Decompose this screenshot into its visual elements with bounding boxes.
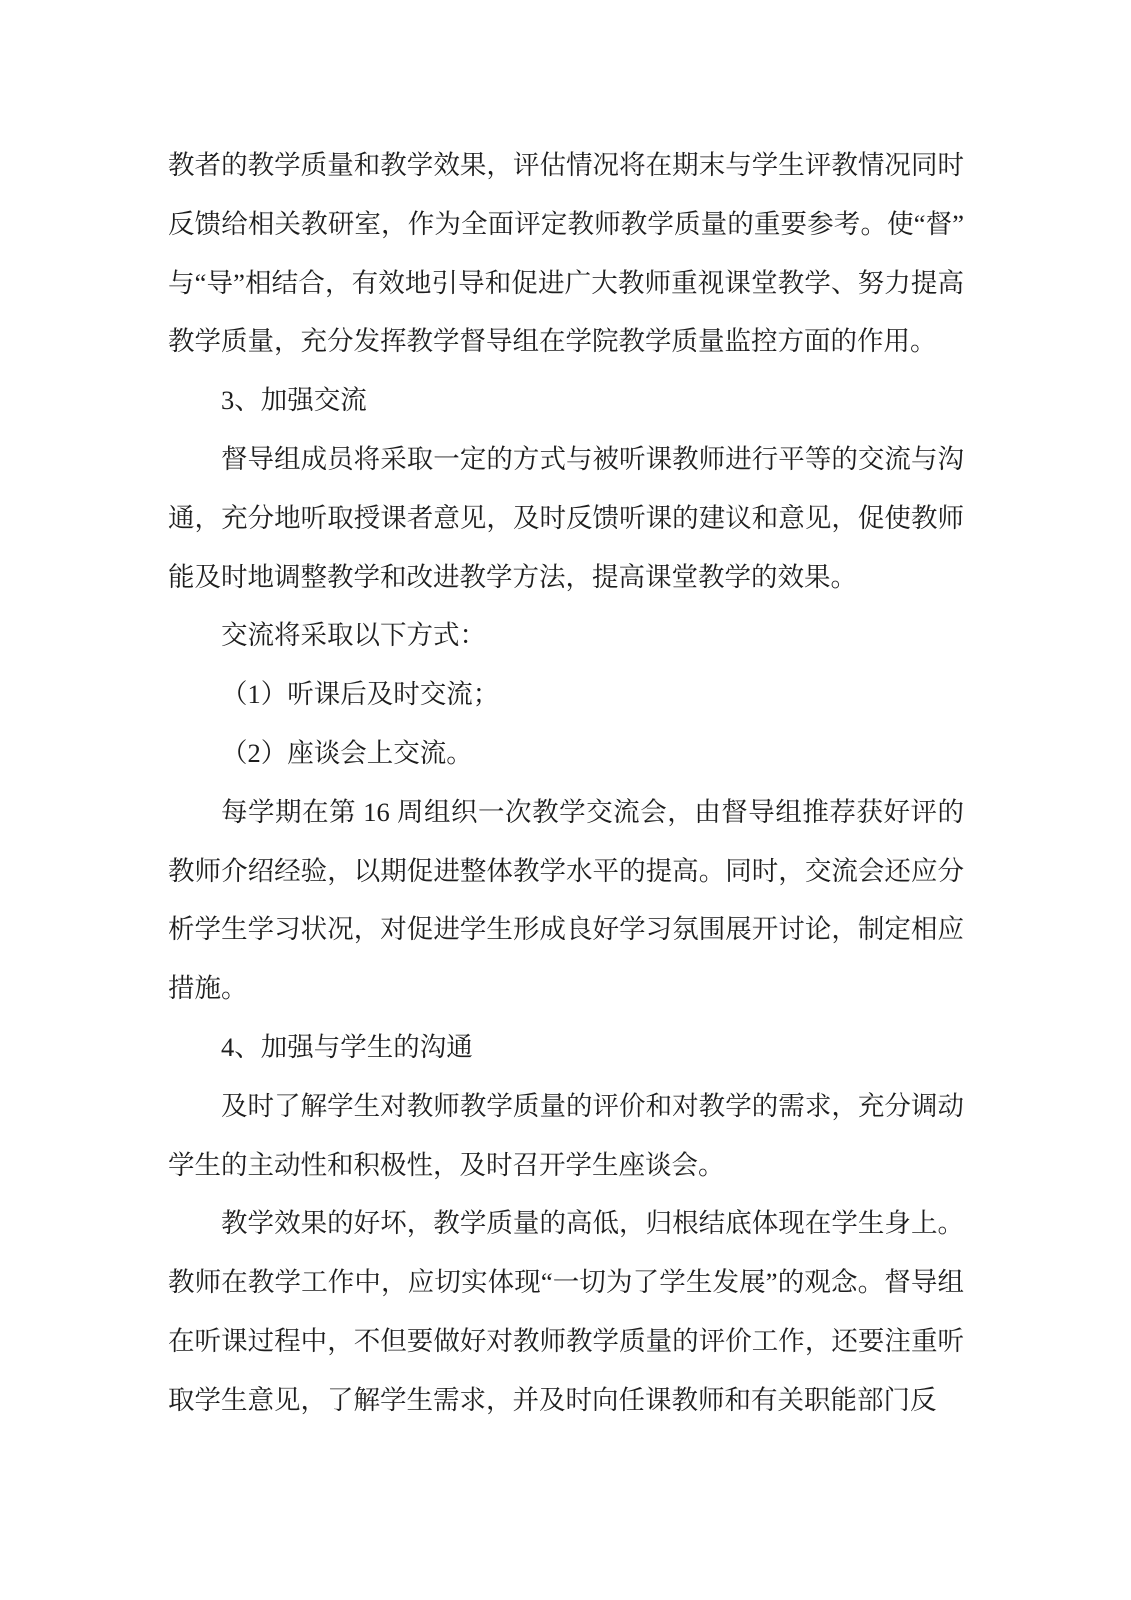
list-item-1: （1）听课后及时交流； <box>221 679 500 710</box>
paragraph: 督导组成员将采取一定的方式与被听课教师进行平等的交流与沟通，充分地听取授课者意见，及时反馈听课的建议和意见，促使教师能及时地调整教学和改进教学方法，提高课堂教学的效果。 <box>168 443 964 592</box>
document-body-text <box>168 136 964 1430</box>
list-item-2: （2）座谈会上交流。 <box>221 737 473 768</box>
section-heading-4: 4、加强与学生的沟通 <box>221 1031 473 1062</box>
paragraph-cut-off: 教学效果的好坏，教学质量的高低，归根结底体现在学生身上。教师在教学工作中，应切实体现“一切为了学生发展”的观念。督导组在听课过程中，不但要做好对教师教学质量的评价工作，还要注重听取学生意见，了解学生需求，并及时向任课教师和有关职能部门反 <box>168 1208 964 1415</box>
paragraph: 及时了解学生对教师教学质量的评价和对教学的需求，充分调动学生的主动性和积极性，及时召开学生座谈会。 <box>168 1090 964 1180</box>
paragraph-lead-in: 交流将采取以下方式： <box>221 620 486 651</box>
paragraph: 每学期在第 16 周组织一次教学交流会，由督导组推荐获好评的教师介绍经验，以期促进整体教学水平的提高。同时，交流会还应分析学生学习状况，对促进学生形成良好学习氛围展开讨论，制定相应措施。 <box>168 796 964 1004</box>
section-heading-3: 3、加强交流 <box>221 385 367 416</box>
paragraph-continuation: 教者的教学质量和教学效果，评估情况将在期末与学生评教情况同时反馈给相关教研室，作为全面评定教师教学质量的重要参考。使“督”与“导”相结合，有效地引导和促进广大教师重视课堂教学、努力提高教学质量，充分发挥教学督导组在学院教学质量监控方面的作用。 <box>168 150 964 357</box>
